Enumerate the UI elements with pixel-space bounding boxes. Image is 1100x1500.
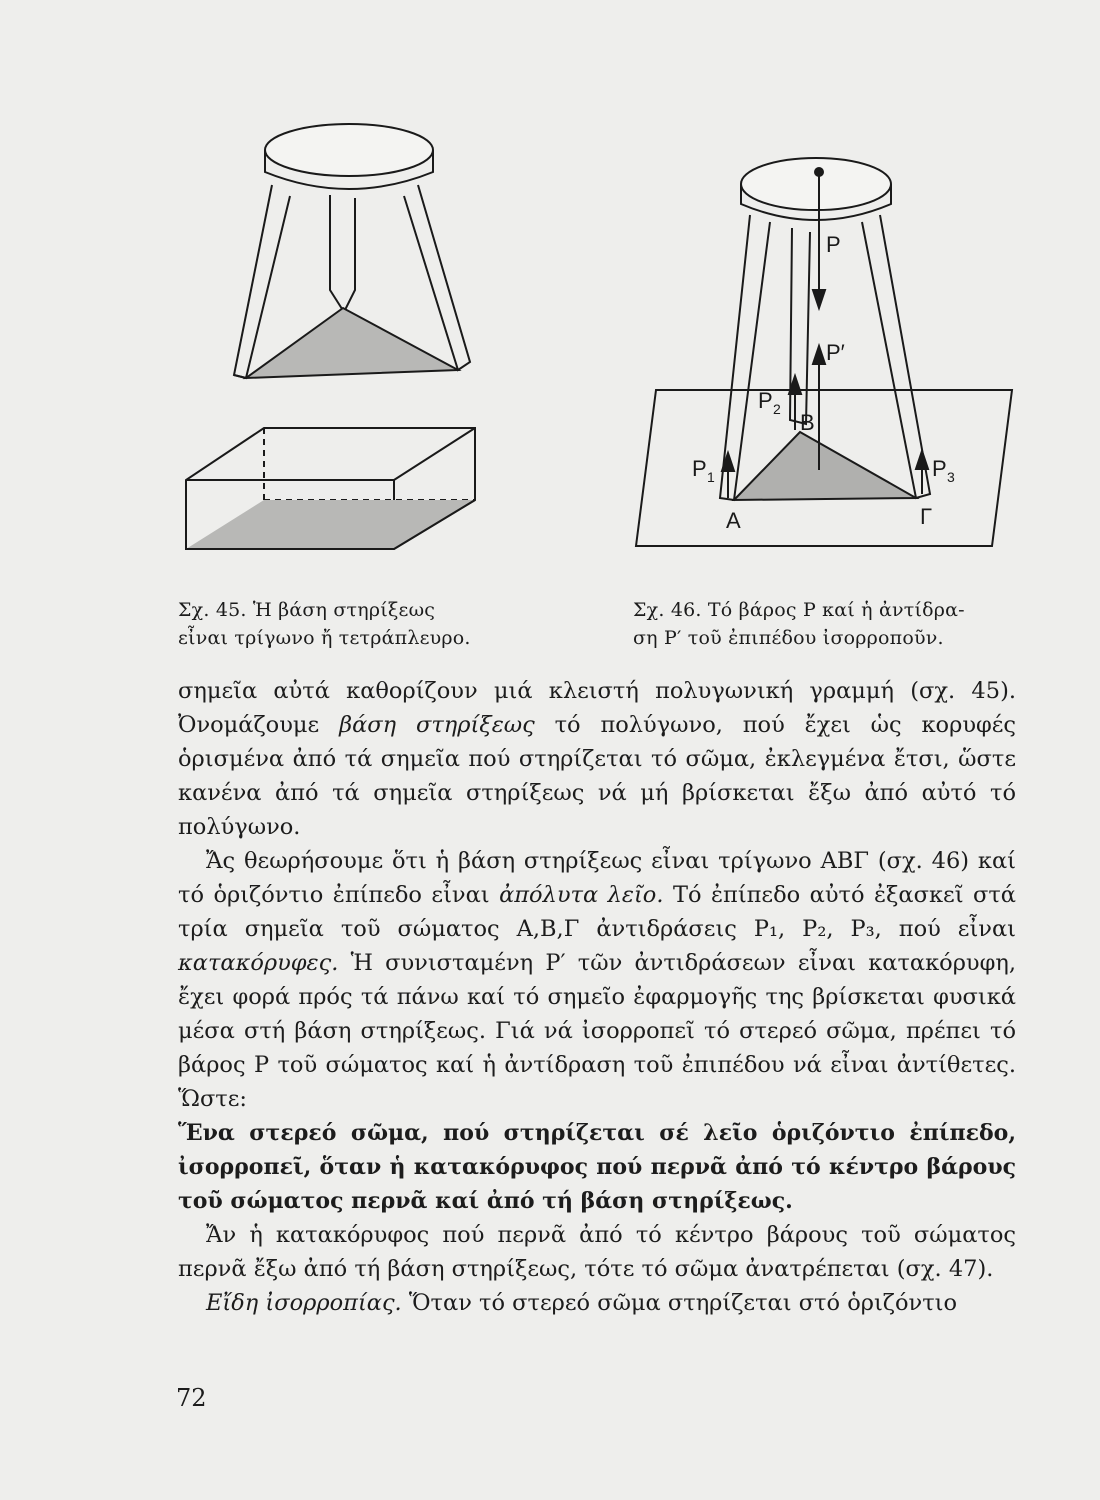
figure-46-caption (633, 596, 1033, 652)
rule-statement: Ἕνα στερεό σῶμα, πού στηρίζεται σέ λεῖο ὁριζόντιο ἐπίπεδο, ἰσορροπεῖ, ὅταν ἡ κατακόρυφος πού περνᾶ ἀπό τό κέντρο βάρους τοῦ σώματος περνᾶ καί ἀπό τή βάση στηρίξεως. (178, 1120, 1016, 1214)
label-P1: P (692, 456, 707, 481)
figure-45-stool (234, 124, 470, 378)
body-text (178, 674, 1016, 1320)
label-B: B (800, 410, 815, 435)
figure-46-caption-line2: ση P′ τοῦ ἐπιπέδου ἰσορροποῦν. (633, 627, 944, 649)
paragraph-3: Ἄν ἡ κατακόρυφος πού περνᾶ ἀπό τό κέντρο βάρους τοῦ σώματος περνᾶ ἔξω ἀπό τή βάση στηρίξεως, τότε τό σῶμα ἀνατρέπεται (σχ. 47). (178, 1222, 1016, 1282)
label-P1-sub: 1 (707, 469, 715, 485)
label-P3-sub: 3 (947, 469, 955, 485)
figure-46-caption-line1: Σχ. 46. Τό βάρος P καί ἡ ἀντίδρα- (633, 599, 965, 621)
paragraph-2: Ἄς θεωρήσουμε ὅτι ἡ βάση στηρίξεως εἶναι τρίγωνο ΑΒΓ (σχ. 46) καί τό ὁριζόντιο ἐπίπεδο εἶναι ἀπόλυτα λεῖο. Τό ἐπίπεδο αὐτό ἐξασκεῖ στά τρία σημεῖα τοῦ σώματος Α,Β,Γ ἀντιδράσεις P₁, P₂, P₃, πού εἶναι κατακόρυφες. Ἡ συνισταμένη P′ τῶν ἀντιδράσεων εἶναι κατακόρυφη, ἔχει φορά πρός τά πάνω καί τό σημεῖο ἐφαρμογῆς της βρίσκεται φυσικά μέσα στή βάση στηρίξεως. Γιά νά ἰσορροπεῖ τό στερεό σῶμα, πρέπει τό βάρος P τοῦ σώματος καί ἡ ἀντίδραση τοῦ ἐπιπέδου νά εἶναι ἀντίθετες. Ὥστε: (178, 848, 1016, 1112)
label-A: A (726, 508, 741, 533)
page-number: 72 (176, 1384, 207, 1412)
figure-45-box (186, 428, 475, 549)
label-P2: P (758, 388, 773, 413)
label-G: Γ (920, 504, 933, 529)
figures-svg (0, 0, 1100, 600)
figure-46-stool (720, 158, 930, 500)
figure-45-caption-line1: Σχ. 45. Ἡ βάση στηρίξεως (178, 599, 436, 621)
label-P-prime: P′ (826, 340, 845, 365)
label-P2-sub: 2 (773, 401, 781, 417)
figure-45-caption (178, 596, 508, 652)
label-P: P (826, 232, 841, 257)
paragraph-4: Εἴδη ἰσορροπίας. Ὅταν τό στερεό σῶμα στηρίζεται στό ὁριζόντιο (206, 1290, 958, 1316)
figure-45-caption-line2: εἶναι τρίγωνο ἤ τετράπλευρο. (178, 627, 471, 649)
label-P3: P (932, 456, 947, 481)
paragraph-1: σημεῖα αὐτά καθορίζουν μιά κλειστή πολυγωνική γραμμή (σχ. 45). Ὀνομάζουμε βάση στηρίξεως τό πολύγωνο, πού ἔχει ὡς κορυφές ὁρισμένα ἀπό τά σημεῖα πού στηρίζεται τό σῶμα, ἐκλεγμένα ἔτσι, ὥστε κανένα ἀπό τά σημεῖα στηρίξεως νά μή βρίσκεται ἔξω ἀπό αὐτό τό πολύγωνο. (178, 678, 1017, 840)
